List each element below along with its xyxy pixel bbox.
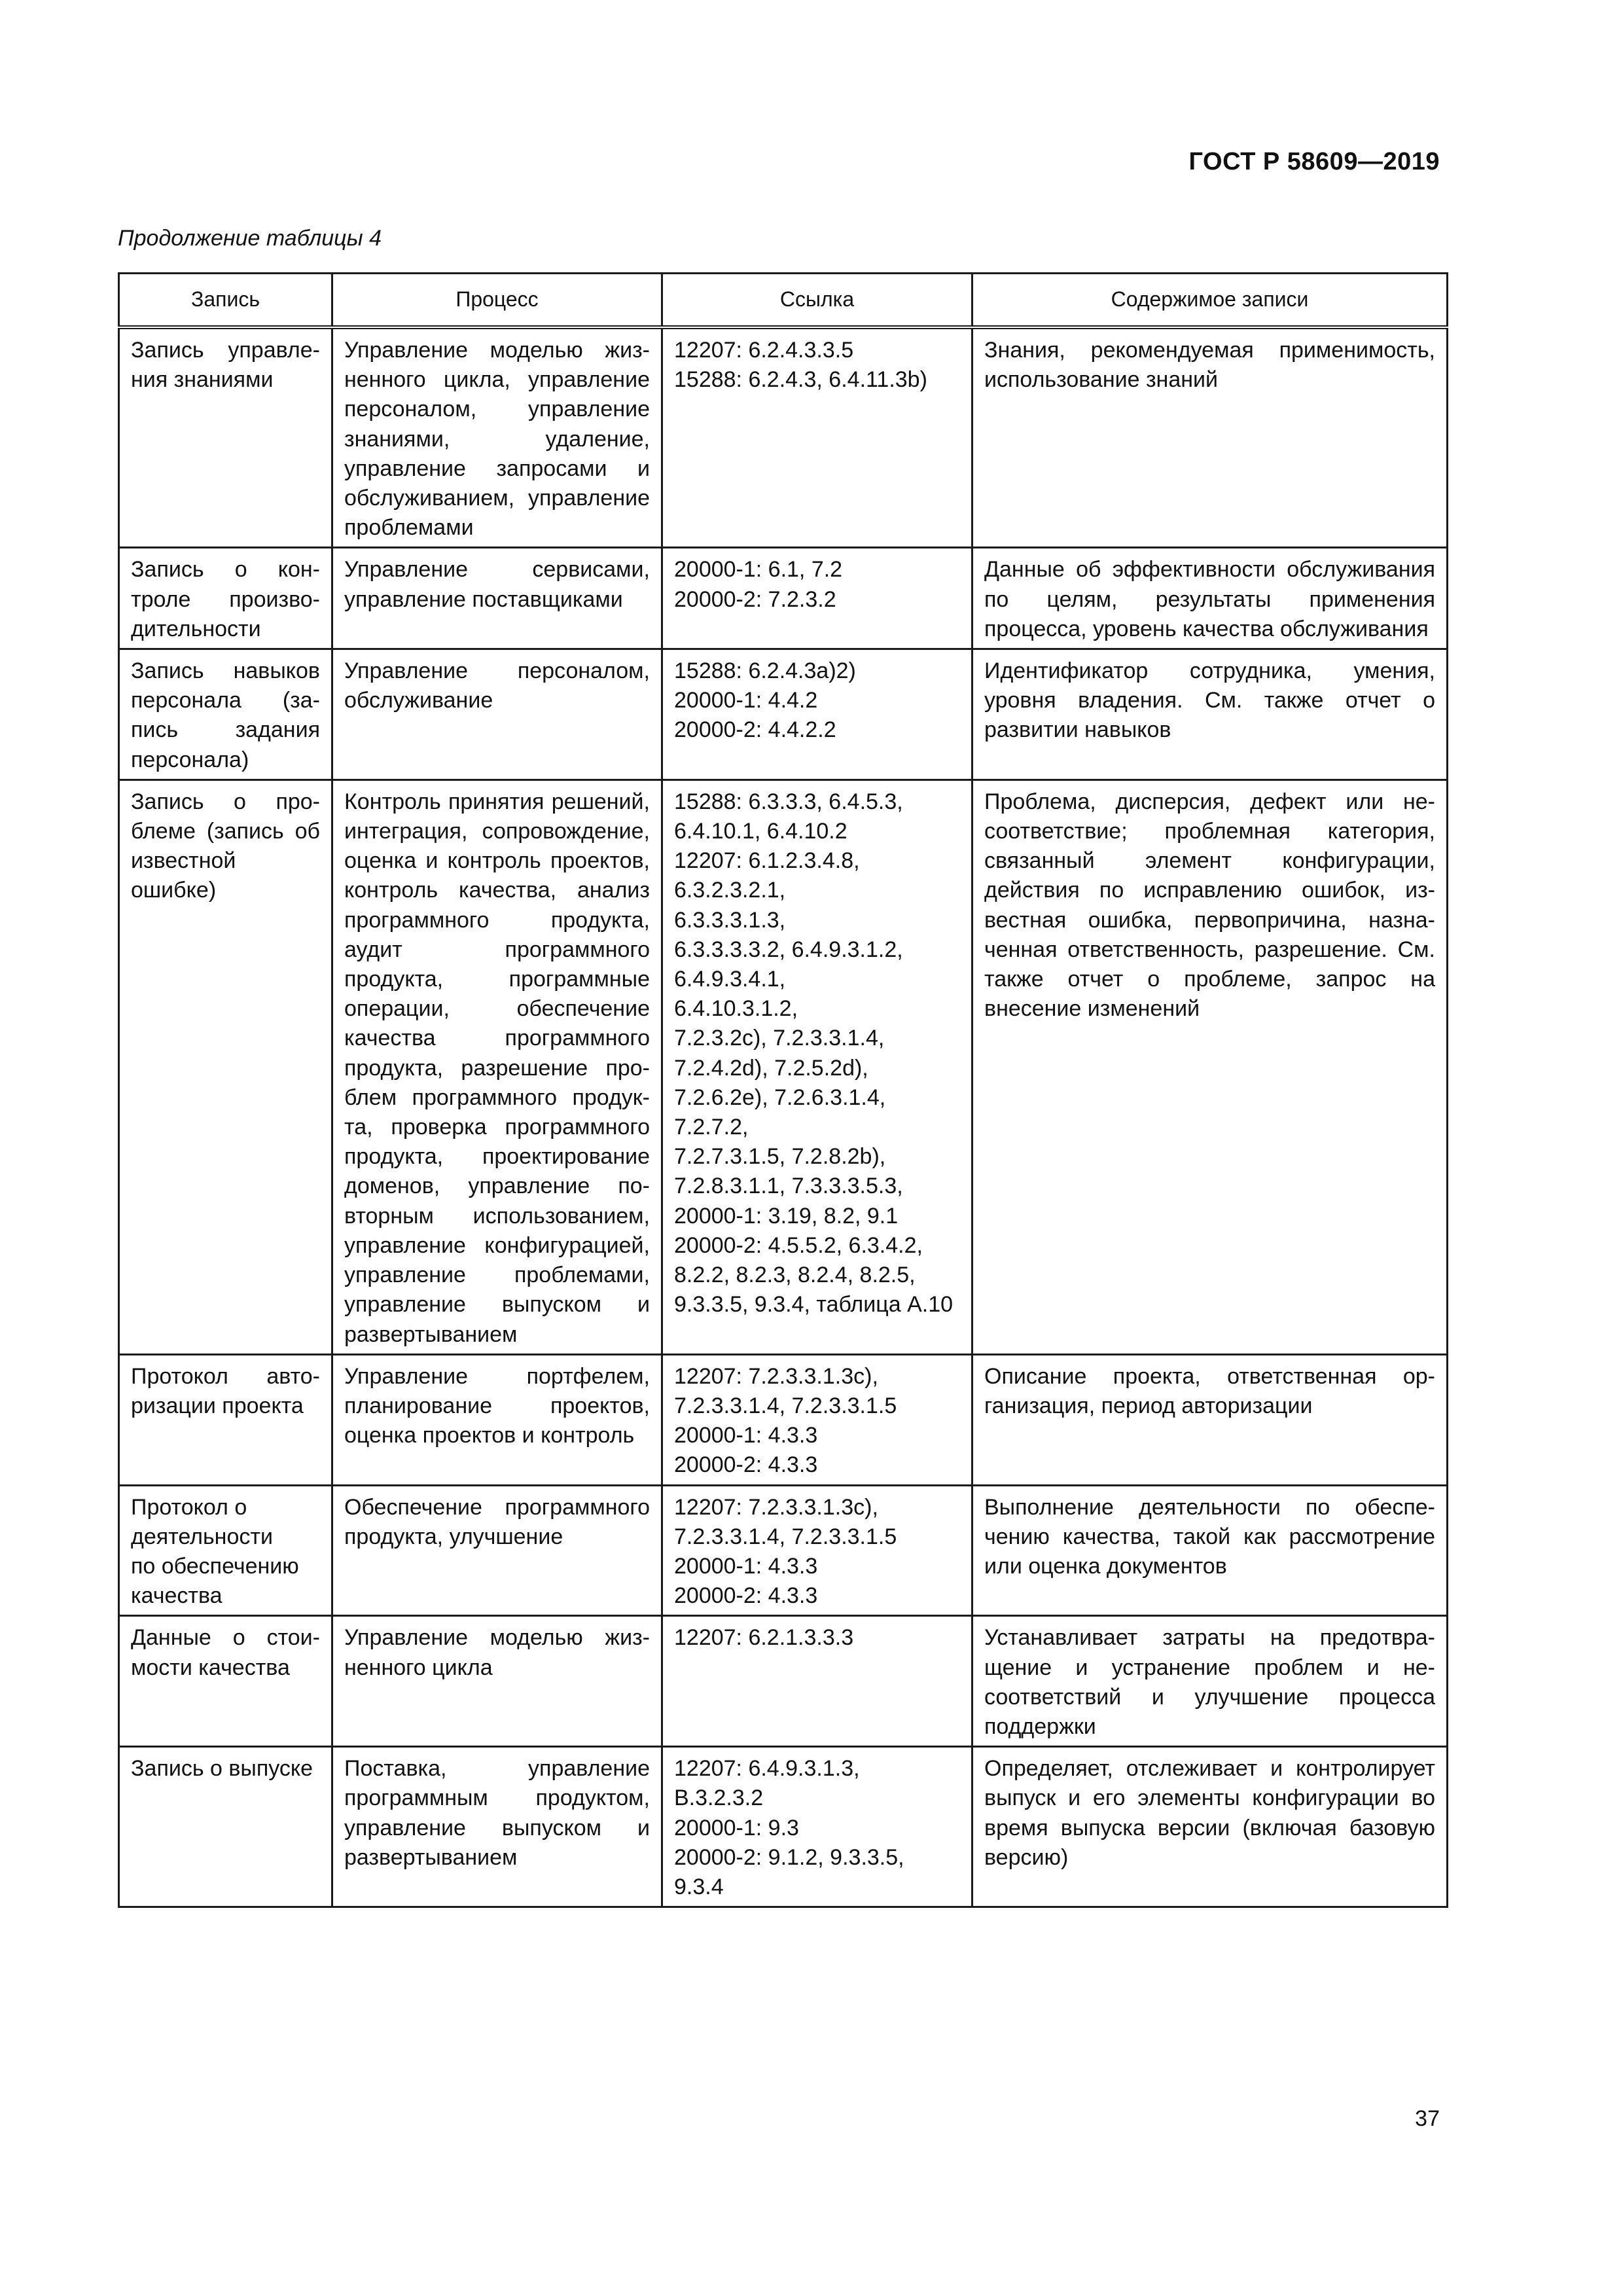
reference-line: 7.2.8.3.1.1, 7.3.3.3.5.3, [674,1174,903,1199]
reference-line: 15288: 6.3.3.3, 6.4.5.3, [674,789,903,814]
record-line: по обеспечению [131,1553,299,1579]
record-cell: Запись о проблеме (запись об известной ошибке) [119,780,332,1354]
record-cell: Запись о выпуске [119,1747,332,1907]
process-cell: Управление сервисами, управление поставщиками [332,548,662,649]
reference-line: 7.2.3.2c), 7.2.3.3.1.4, [674,1026,885,1051]
reference-line: 20000-2: 9.1.2, 9.3.3.5, [674,1844,904,1870]
reference-line: 20000-2: 7.2.3.2 [674,586,836,612]
record-cell: Запись о контроле производительности [119,548,332,649]
process-cell: Управление персоналом, обслуживание [332,649,662,780]
reference-line: 6.3.2.3.2.1, [674,878,786,903]
table-header-row [119,274,1448,328]
page-number: 37 [1415,2106,1440,2131]
process-cell: Управление моделью жизненного цикла, управление персоналом, управление знаниями, удаление, управление запросами и обслуживанием, управление проблемами [332,327,662,548]
process-cell: Обеспечение программного продукта, улучшение [332,1485,662,1616]
document-designation: ГОСТ Р 58609—2019 [1188,148,1440,175]
reference-line: 20000-2: 4.3.3 [674,1583,818,1609]
reference-line: 6.4.10.1, 6.4.10.2 [674,819,847,844]
content-cell: Определяет, отслеживает и контролирует выпуск и его элементы конфигурации во время выпуска версии (включая базовую версию) [972,1747,1448,1907]
reference-line: 7.2.4.2d), 7.2.5.2d), [674,1055,868,1081]
record-line: Протокол о [131,1494,247,1520]
reference-line: 6.4.9.3.4.1, [674,967,786,992]
content-cell: Знания, рекомендуемая применимость, использование знаний [972,327,1448,548]
process-cell: Управление портфелем, планирование проектов, оценка проектов и контроль [332,1354,662,1485]
reference-line: 7.2.7.3.1.5, 7.2.8.2b), [674,1144,886,1170]
reference-line: 9.3.4 [674,1874,724,1899]
reference-cell [662,1616,972,1747]
column-header-process: Процесс [332,274,662,328]
reference-line: 20000-1: 4.3.3 [674,1423,818,1448]
reference-line: 12207: 7.2.3.3.1.3c), [674,1494,878,1520]
reference-line: 12207: 7.2.3.3.1.3c), [674,1363,878,1389]
reference-line: B.3.2.3.2 [674,1785,764,1811]
reference-line: 20000-1: 4.4.2 [674,688,818,713]
reference-line: 12207: 6.1.2.3.4.8, [674,848,860,874]
record-cell: Данные о стоимости качества [119,1616,332,1747]
reference-line: 15288: 6.2.4.3a)2) [674,658,856,684]
record-cell: Запись навыков персонала (запись задания персонала) [119,649,332,780]
reference-line: 12207: 6.2.4.3.3.5 [674,338,854,363]
record-line: деятельности [131,1524,273,1549]
process-cell: Поставка, управление программным продуктом, управление выпуском и развертыванием [332,1747,662,1907]
record-line: качества [131,1583,223,1609]
table-row [119,1485,1448,1616]
reference-line: 8.2.2, 8.2.3, 8.2.4, 8.2.5, [674,1263,916,1288]
reference-line: 12207: 6.4.9.3.1.3, [674,1756,860,1782]
content-cell: Данные об эффективности обслуживания по целям, результаты применения процесса, уровень качества обслуживания [972,548,1448,649]
reference-line: 20000-1: 6.1, 7.2 [674,557,843,583]
process-cell: Управление моделью жизненного цикла [332,1616,662,1747]
content-cell: Описание проекта, ответственная организация, период авторизации [972,1354,1448,1485]
reference-cell [662,1485,972,1616]
content-cell: Проблема, дисперсия, дефект или несоответствие; проблемная категория, связанный элемент конфигурации, действия по исправлению ошибок, известная ошибка, первопричина, назначенная ответственность, разрешение. См. также отчет о проблеме, запрос на внесение изменений [972,780,1448,1354]
reference-line: 7.2.6.2e), 7.2.6.3.1.4, [674,1085,886,1110]
reference-cell [662,548,972,649]
reference-cell [662,1354,972,1485]
column-header-content: Содержимое записи [972,274,1448,328]
reference-line: 20000-2: 4.3.3 [674,1452,818,1478]
table-row [119,1616,1448,1747]
reference-cell [662,780,972,1354]
record-cell: Запись управления знаниями [119,327,332,548]
table-row [119,1747,1448,1907]
reference-cell [662,1747,972,1907]
reference-line: 15288: 6.2.4.3, 6.4.11.3b) [674,367,927,393]
table-caption: Продолжение таблицы 4 [118,226,382,251]
table-row [119,780,1448,1354]
reference-line: 20000-1: 9.3 [674,1815,799,1840]
table-row [119,649,1448,780]
content-cell: Выполнение деятельности по обеспечению качества, такой как рассмотрение или оценка документов [972,1485,1448,1616]
reference-line: 7.2.7.2, [674,1115,749,1140]
table-row [119,327,1448,548]
record-cell: Протокол авторизации проекта [119,1354,332,1485]
reference-line: 6.4.10.3.1.2, [674,996,798,1022]
record-cell [119,1485,332,1616]
column-header-reference: Ссылка [662,274,972,328]
reference-line: 7.2.3.3.1.4, 7.2.3.3.1.5 [674,1524,897,1549]
table-row [119,548,1448,649]
content-cell: Идентификатор сотрудника, умения, уровня владения. См. также отчет о развитии навыков [972,649,1448,780]
reference-line: 9.3.3.5, 9.3.4, таблица А.10 [674,1292,954,1318]
reference-line: 12207: 6.2.1.3.3.3 [674,1625,854,1651]
content-cell: Устанавливает затраты на предотвращение и устранение проблем и несоответствий и улучшение процесса поддержки [972,1616,1448,1747]
reference-cell [662,649,972,780]
reference-line: 6.3.3.3.3.2, 6.4.9.3.1.2, [674,937,903,962]
column-header-record: Запись [119,274,332,328]
process-cell: Контроль принятия решений, интеграция, сопровождение, оценка и контроль проектов, контроль качества, анализ программного продукта, аудит программного продукта, программные операции, обеспечение качества программного продукта, разрешение проблем программного продукта, проверка программного продукта, проектирование доменов, управление повторным использованием, управление конфигурацией, управление проблемами, управление выпуском и развертыванием [332,780,662,1354]
reference-line: 20000-1: 3.19, 8.2, 9.1 [674,1203,899,1229]
reference-line: 6.3.3.3.1.3, [674,907,786,933]
reference-line: 7.2.3.3.1.4, 7.2.3.3.1.5 [674,1393,897,1418]
reference-line: 20000-2: 4.5.5.2, 6.3.4.2, [674,1232,923,1258]
reference-line: 20000-2: 4.4.2.2 [674,717,836,743]
reference-line: 20000-1: 4.3.3 [674,1553,818,1579]
table-row [119,1354,1448,1485]
reference-cell [662,327,972,548]
records-table [118,272,1448,1908]
